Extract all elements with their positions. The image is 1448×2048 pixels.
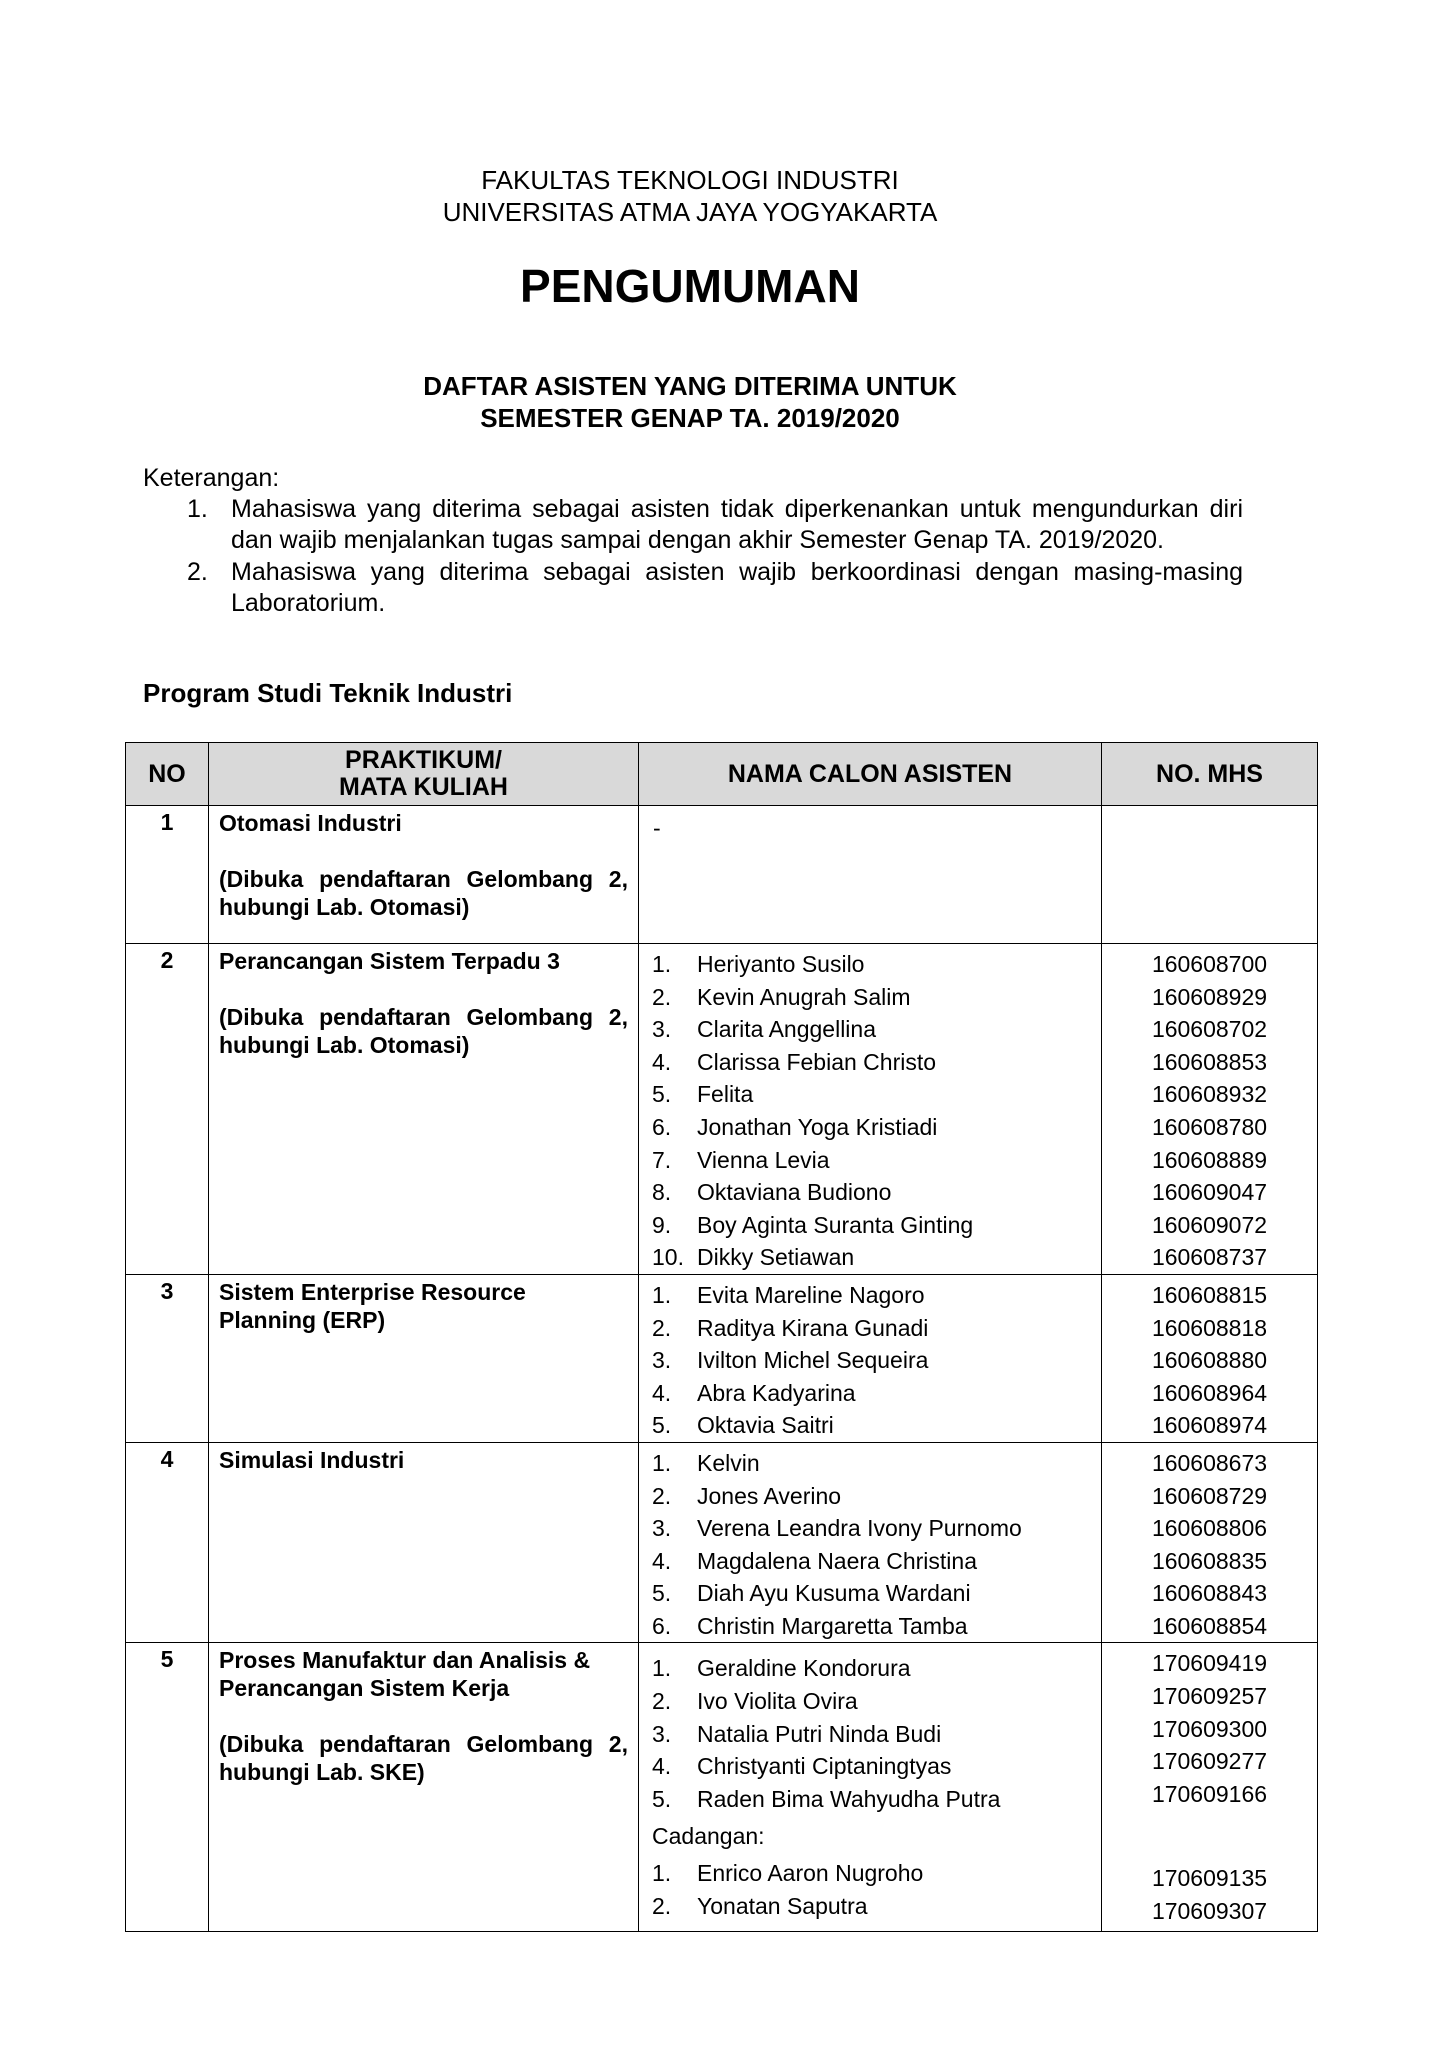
course-cell	[209, 806, 639, 944]
list-number: 3.	[652, 1720, 672, 1747]
student-id: 170609166	[1151, 1780, 1268, 1807]
assistant-entry	[652, 1512, 1101, 1545]
notes-section	[143, 462, 1243, 619]
student-id: 160608854	[1151, 1612, 1268, 1639]
assistant-name: Raditya Kirana Gunadi	[697, 1314, 929, 1341]
list-number: 3.	[652, 1515, 672, 1542]
student-id-cell	[1102, 944, 1318, 1275]
assistant-names-cell	[639, 1274, 1102, 1442]
list-number: 8.	[652, 1179, 672, 1206]
assistant-entry	[652, 1046, 1101, 1079]
assistant-entry	[652, 1652, 1101, 1685]
student-id: 160608702	[1151, 1016, 1268, 1043]
assistant-entry	[652, 1279, 1101, 1312]
program-heading: Program Studi Teknik Industri	[143, 678, 513, 708]
assistant-name: Felita	[697, 1081, 754, 1108]
table-row	[126, 1643, 1318, 1931]
assistant-name: Oktaviana Budiono	[697, 1179, 892, 1206]
course-cell	[209, 1274, 639, 1442]
assistant-name: Oktavia Saitri	[697, 1412, 834, 1439]
course-name: Perancangan Sistem Terpadu 3	[219, 948, 560, 974]
assistant-name: Natalia Putri Ninda Budi	[697, 1720, 942, 1747]
list-number: 3.	[652, 1347, 672, 1374]
assistant-name: Ivilton Michel Sequeira	[697, 1347, 929, 1374]
header-institution	[0, 164, 1380, 228]
assistant-entry	[652, 1610, 1101, 1643]
student-id: 160608818	[1151, 1314, 1268, 1341]
student-id-list	[1102, 1647, 1317, 1810]
assistant-entry	[652, 1890, 1101, 1923]
list-number: 3.	[652, 1016, 672, 1043]
assistant-entry	[652, 1685, 1101, 1718]
list-number: 5.	[652, 1580, 672, 1607]
table-row	[126, 944, 1318, 1275]
list-number: 7.	[652, 1146, 672, 1173]
header-name: NAMA CALON ASISTEN	[639, 743, 1102, 806]
list-number: 4.	[652, 1753, 672, 1780]
assistant-entry	[652, 1718, 1101, 1751]
student-id: 160608815	[1151, 1281, 1268, 1308]
student-id: 160608780	[1151, 1113, 1268, 1140]
student-id: 160608889	[1151, 1146, 1268, 1173]
student-id: 160608700	[1151, 951, 1268, 977]
header-course-line-2: MATA KULIAH	[339, 773, 508, 801]
assistant-name: Geraldine Kondorura	[697, 1655, 911, 1682]
student-id-list	[1102, 1447, 1317, 1643]
course-cell	[209, 1643, 639, 1931]
course-name: Simulasi Industri	[219, 1446, 405, 1473]
note-text: Mahasiswa yang diterima sebagai asisten wajib berkoordinasi dengan masing-masing Laboratorium.	[231, 558, 1243, 617]
header-course-line-1: PRAKTIKUM/	[345, 746, 502, 774]
list-number: 2.	[652, 983, 672, 1010]
student-id: 170609135	[1151, 1865, 1268, 1892]
assistant-name: Diah Ayu Kusuma Wardani	[697, 1580, 971, 1607]
header-course	[209, 743, 639, 806]
page-title: PENGUMUMAN	[520, 260, 860, 312]
faculty-name: FAKULTAS TEKNOLOGI INDUSTRI	[481, 165, 899, 195]
assistant-name: Dikky Setiawan	[697, 1244, 855, 1271]
row-number: 4	[126, 1442, 209, 1643]
table-row	[126, 1274, 1318, 1442]
list-number: 6.	[652, 1113, 672, 1140]
assistant-entry	[652, 1857, 1101, 1890]
assistant-entry	[652, 1176, 1101, 1209]
header-no: NO	[126, 743, 209, 806]
assistant-name: Enrico Aaron Nugroho	[697, 1860, 924, 1887]
reserve-spacer	[1102, 1810, 1317, 1862]
row-number: 5	[126, 1643, 209, 1931]
student-id: 160608974	[1151, 1412, 1268, 1439]
assistant-names-cell	[639, 1442, 1102, 1643]
assistant-entry	[652, 1783, 1101, 1816]
assistant-names-cell	[639, 806, 1102, 944]
assistant-name: Ivo Violita Ovira	[697, 1688, 858, 1715]
student-id: 160608673	[1151, 1449, 1268, 1476]
assistant-entry	[652, 948, 1101, 981]
list-number: 5.	[652, 1785, 672, 1812]
assistant-entry	[652, 1078, 1101, 1111]
assistant-entry	[652, 1447, 1101, 1480]
course-note: (Dibuka pendaftaran Gelombang 2, hubungi Lab. Otomasi)	[219, 1004, 628, 1058]
row-number: 3	[126, 1274, 209, 1442]
student-id-cell	[1102, 1442, 1318, 1643]
page-subtitle	[0, 370, 1380, 434]
list-number: 9.	[652, 1211, 672, 1238]
reserve-id-list	[1102, 1862, 1317, 1927]
assistant-entry	[652, 1545, 1101, 1578]
assistant-list	[652, 1652, 1101, 1815]
assistant-entry	[652, 1577, 1101, 1610]
course-cell	[209, 944, 639, 1275]
list-number: 5.	[652, 1081, 672, 1108]
assistant-name: Jonathan Yoga Kristiadi	[697, 1113, 938, 1140]
student-id: 160608853	[1151, 1048, 1268, 1075]
header-id: NO. MHS	[1102, 743, 1318, 806]
assistant-name: Kevin Anugrah Salim	[697, 983, 911, 1010]
table-header-row	[126, 743, 1318, 806]
student-id: 160608835	[1151, 1547, 1268, 1574]
notes-label: Keterangan:	[143, 464, 280, 492]
student-id: 170609300	[1151, 1715, 1268, 1742]
subtitle-line-2: SEMESTER GENAP TA. 2019/2020	[480, 403, 900, 433]
assistant-entry	[652, 1344, 1101, 1377]
student-id: 160609047	[1151, 1179, 1268, 1206]
course-name: Otomasi Industri	[219, 810, 402, 836]
assistant-entry	[652, 1241, 1101, 1274]
assistant-name: Heriyanto Susilo	[697, 951, 865, 977]
assistant-entry	[652, 1209, 1101, 1242]
assistant-name: Boy Aginta Suranta Ginting	[697, 1211, 974, 1238]
list-number: 4.	[652, 1547, 672, 1574]
assistant-list	[652, 1279, 1101, 1442]
student-id: 170609277	[1151, 1748, 1268, 1775]
assistant-name: Magdalena Naera Christina	[697, 1547, 977, 1574]
assistant-entry	[652, 1480, 1101, 1513]
table-row	[126, 1442, 1318, 1643]
note-text: Mahasiswa yang diterima sebagai asisten tidak diperkenankan untuk mengundurkan diri dan wajib menjalankan tugas sampai dengan akhir Semester Genap TA. 2019/2020.	[231, 495, 1243, 554]
student-id: 170609307	[1151, 1898, 1268, 1925]
assistant-name: Evita Mareline Nagoro	[697, 1281, 925, 1308]
reserve-label: Cadangan:	[652, 1823, 765, 1850]
student-id: 170609419	[1151, 1650, 1268, 1677]
list-number: 2.	[652, 1314, 672, 1341]
assistant-entry	[652, 1111, 1101, 1144]
list-number: 2.	[652, 1893, 672, 1920]
student-id-list	[1102, 948, 1317, 1274]
assistant-entry	[652, 1409, 1101, 1442]
assistant-name: Clarita Anggellina	[697, 1016, 877, 1043]
student-id: 160608737	[1151, 1244, 1268, 1271]
assistant-list	[652, 948, 1101, 1274]
assistant-entry	[652, 1312, 1101, 1345]
course-cell	[209, 1442, 639, 1643]
student-id: 160608880	[1151, 1347, 1268, 1374]
list-number: 1.	[652, 1449, 672, 1476]
list-number: 4.	[652, 1048, 672, 1075]
assistant-name: Verena Leandra Ivony Purnomo	[697, 1515, 1022, 1542]
assistant-name: Raden Bima Wahyudha Putra	[697, 1785, 1001, 1812]
list-number: 1.	[652, 951, 672, 977]
student-id: 160609072	[1151, 1211, 1268, 1238]
note-item	[143, 557, 1243, 619]
note-item	[143, 494, 1243, 556]
assistant-names-cell	[639, 944, 1102, 1275]
empty-marker: -	[653, 815, 661, 841]
student-id-cell	[1102, 1274, 1318, 1442]
row-number: 2	[126, 944, 209, 1275]
assistant-entry	[652, 1013, 1101, 1046]
student-id-list	[1102, 1279, 1317, 1442]
assistant-name: Vienna Levia	[697, 1146, 830, 1173]
row-number: 1	[126, 806, 209, 944]
course-note: (Dibuka pendaftaran Gelombang 2, hubungi Lab. SKE)	[219, 1731, 628, 1786]
list-number: 10.	[652, 1244, 684, 1271]
student-id-cell	[1102, 1643, 1318, 1931]
assistant-entry	[652, 1377, 1101, 1410]
assistant-entry	[652, 981, 1101, 1014]
assistant-names-cell	[639, 1643, 1102, 1931]
course-note: (Dibuka pendaftaran Gelombang 2, hubungi Lab. Otomasi)	[219, 866, 628, 920]
note-number: 2.	[187, 558, 208, 586]
student-id: 160608729	[1151, 1482, 1268, 1509]
assistant-name: Christin Margaretta Tamba	[697, 1612, 968, 1639]
assistant-name: Jones Averino	[697, 1482, 842, 1509]
student-id: 170609257	[1151, 1683, 1268, 1710]
list-number: 2.	[652, 1688, 672, 1715]
assistant-entry	[652, 1144, 1101, 1177]
subtitle-line-1: DAFTAR ASISTEN YANG DITERIMA UNTUK	[423, 371, 957, 401]
student-id: 160608929	[1151, 983, 1268, 1010]
student-id-cell	[1102, 806, 1318, 944]
assistant-name: Clarissa Febian Christo	[697, 1048, 937, 1075]
assistant-name: Christyanti Ciptaningtyas	[697, 1753, 952, 1780]
assistant-entry	[652, 1750, 1101, 1783]
list-number: 5.	[652, 1412, 672, 1439]
assistant-name: Yonatan Saputra	[697, 1893, 868, 1920]
student-id: 160608843	[1151, 1580, 1268, 1607]
student-id: 160608806	[1151, 1515, 1268, 1542]
student-id: 160608964	[1151, 1379, 1268, 1406]
assistant-name: Kelvin	[697, 1449, 760, 1476]
reserve-list	[652, 1857, 1101, 1922]
table-row	[126, 806, 1318, 944]
list-number: 1.	[652, 1860, 672, 1887]
list-number: 1.	[652, 1281, 672, 1308]
note-number: 1.	[187, 495, 208, 523]
university-name: UNIVERSITAS ATMA JAYA YOGYAKARTA	[442, 197, 938, 227]
student-id: 160608932	[1151, 1081, 1268, 1108]
assistant-list	[652, 1447, 1101, 1643]
list-number: 2.	[652, 1482, 672, 1509]
course-name: Proses Manufaktur dan Analisis & Perancangan Sistem Kerja	[219, 1647, 591, 1702]
assistant-table	[125, 742, 1318, 1932]
assistant-name: Abra Kadyarina	[697, 1379, 856, 1406]
course-name: Sistem Enterprise Resource Planning (ERP)	[219, 1278, 526, 1333]
list-number: 6.	[652, 1612, 672, 1639]
list-number: 1.	[652, 1655, 672, 1682]
list-number: 4.	[652, 1379, 672, 1406]
